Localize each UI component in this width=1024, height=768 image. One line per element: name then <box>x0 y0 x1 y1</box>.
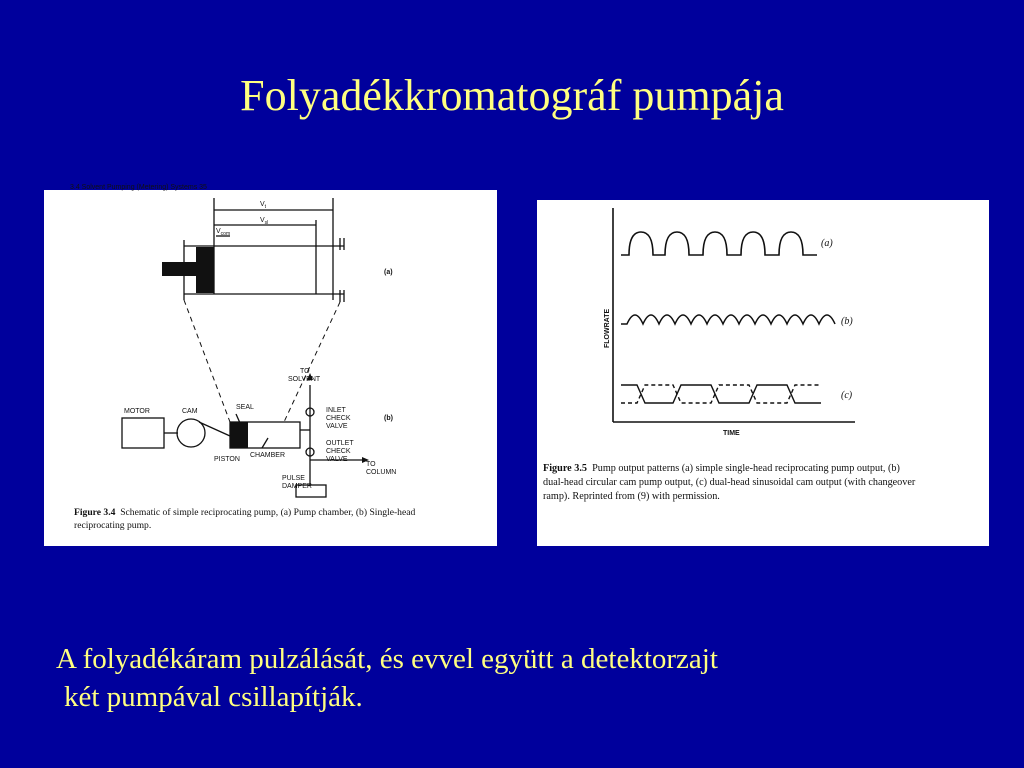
to-solvent-label: TO SOLVENT <box>288 368 321 383</box>
pulse-damper-label: PULSE DAMPER <box>282 475 312 490</box>
slide-title: Folyadékkromatográf pumpája <box>240 71 784 120</box>
y-axis-label: FLOWRATE <box>604 308 611 348</box>
figure-3-5-caption: Figure 3.5 Pump output patterns (a) simple single-head reciprocating pump output, (b) dual-head circular cam pump output, (c) dual-head sinusoidal cam output (with changeover ramp). Reprinted from (9) with permission. <box>543 463 916 502</box>
part-a-label: (a) <box>384 269 393 276</box>
trace-a-label: (a) <box>821 238 833 249</box>
body-line-2: két pumpával csillapítják. <box>64 681 363 713</box>
vt-label: $V_t$ <box>260 201 267 210</box>
cam-label: CAM <box>182 408 198 415</box>
vcom-label: $V_{com}$ <box>216 228 231 237</box>
figure-3-4-caption: Figure 3.4 Schematic of simple reciprocating pump, (a) Pump chamber, (b) Single-head reciprocating pump. <box>74 507 416 531</box>
outlet-valve-label: OUTLET CHECK VALVE <box>326 440 354 463</box>
body-line-1: A folyadékáram pulzálását, és evvel együtt a detektorzajt <box>56 643 718 675</box>
trace-c-solid <box>621 385 821 403</box>
figure-pump-schematic <box>44 184 497 546</box>
inlet-valve-label: INLET CHECK VALVE <box>326 407 351 430</box>
figure-pump-output-patterns <box>537 200 989 546</box>
chamber-label: CHAMBER <box>250 452 286 459</box>
x-axis-label: TIME <box>723 430 740 437</box>
piston-label: PISTON <box>214 456 240 463</box>
trace-c-label: (c) <box>841 390 853 401</box>
slide-body-text <box>56 640 996 716</box>
part-b-label: (b) <box>384 415 393 422</box>
pump-schematic-drawing <box>44 184 497 546</box>
vsl-label: $V_{sl}$ <box>260 217 269 226</box>
figure-header: 3.4 Solvent Pumping (Metering) Systems 35 <box>70 184 207 191</box>
seal-label: SEAL <box>236 404 254 411</box>
trace-a <box>621 232 817 255</box>
trace-b-label: (b) <box>841 316 853 327</box>
motor-label: MOTOR <box>124 408 150 415</box>
to-column-label: TO COLUMN <box>366 461 397 476</box>
trace-b <box>621 315 835 324</box>
